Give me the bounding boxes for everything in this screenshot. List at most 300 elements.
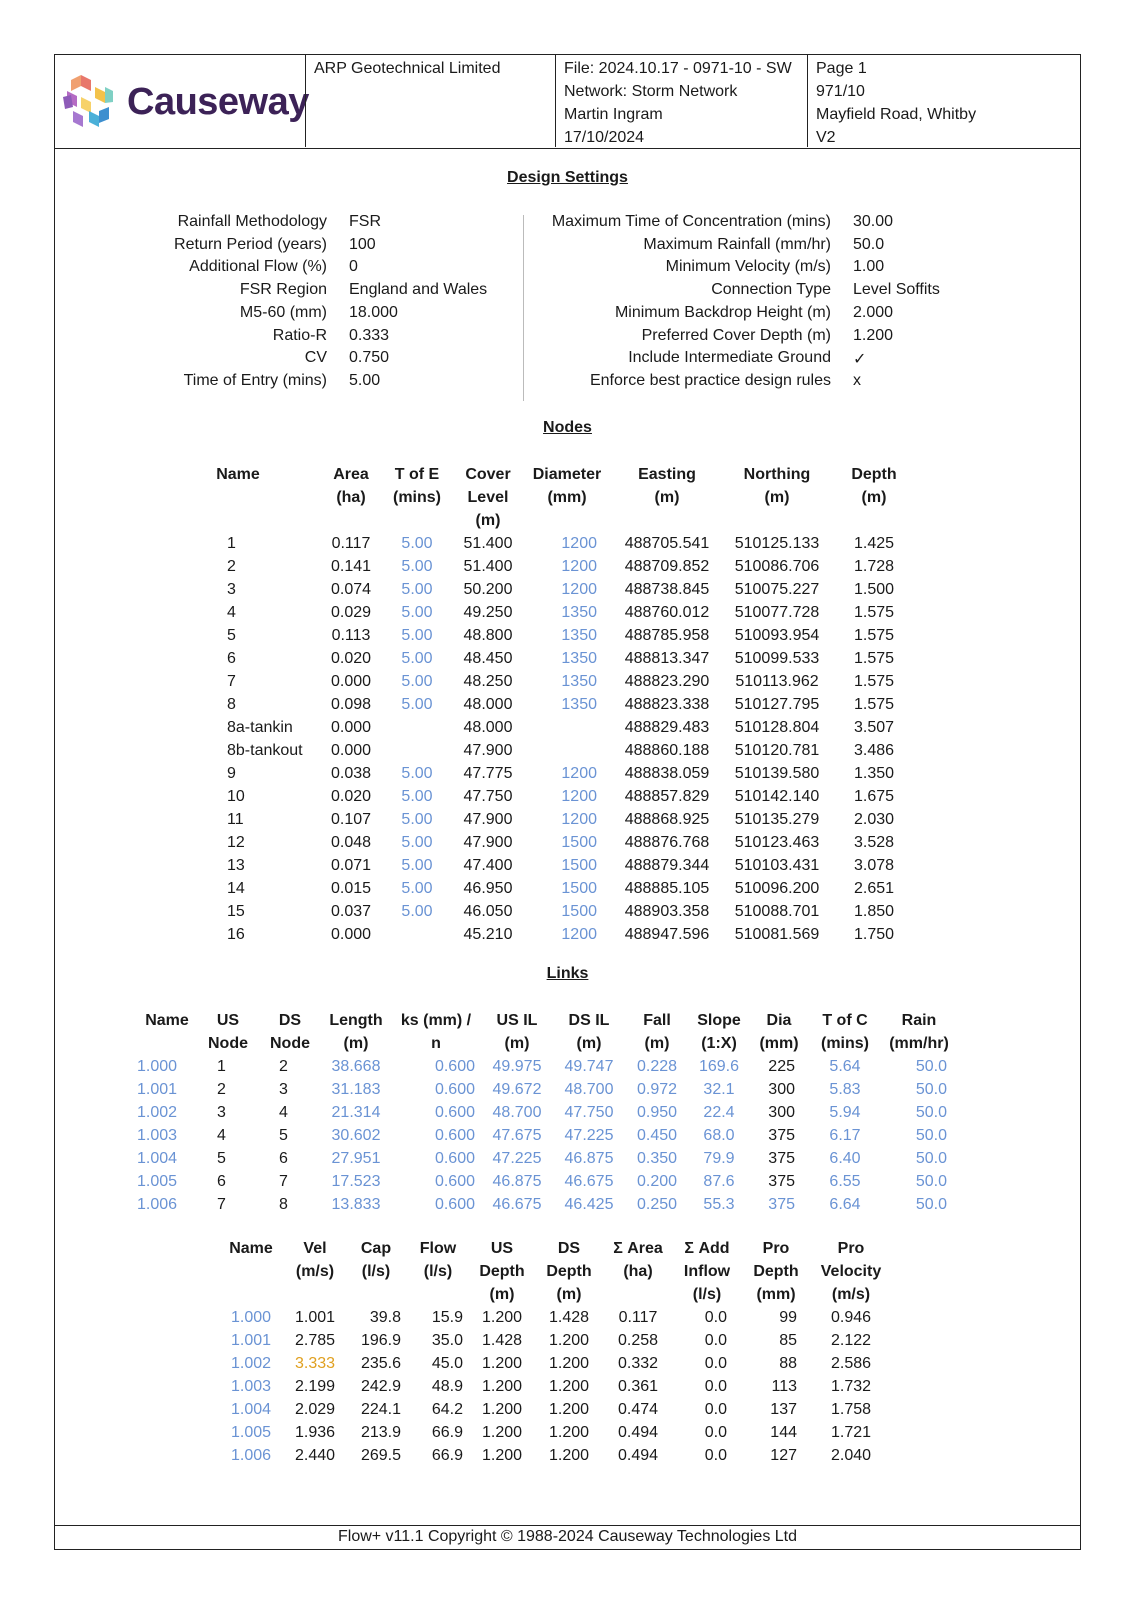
table-cell: 510096.200 <box>734 880 820 897</box>
table-cell[interactable]: 1.005 <box>230 1424 272 1441</box>
table-cell[interactable]: 0.972 <box>636 1081 678 1098</box>
table-cell[interactable]: 1.005 <box>137 1173 178 1190</box>
table-cell: 510120.781 <box>734 742 820 759</box>
table-cell: 48.9 <box>431 1378 463 1395</box>
table-cell[interactable]: 1500 <box>561 834 597 851</box>
table-row <box>155 739 917 762</box>
table-cell: 0.0 <box>704 1378 727 1395</box>
table-cell[interactable]: 1350 <box>561 604 597 621</box>
table-cell: 47.775 <box>463 765 513 782</box>
copyright-text: Flow+ v11.1 Copyright © 1988-2024 Causeway Technologies Ltd <box>337 1528 798 1545</box>
table-row <box>155 555 917 578</box>
table-cell: 1.200 <box>481 1309 523 1326</box>
table-cell[interactable]: 49.975 <box>492 1058 542 1075</box>
table-cell: 0.029 <box>330 604 372 621</box>
table-cell: 510139.580 <box>734 765 820 782</box>
table-cell[interactable]: 5.00 <box>401 673 433 690</box>
table-cell[interactable]: 0.250 <box>636 1196 678 1213</box>
table-cell: 0.258 <box>617 1332 659 1349</box>
author-name: Martin Ingram <box>564 106 663 123</box>
table-cell: 510081.569 <box>734 926 820 943</box>
table-cell: 510113.962 <box>735 673 819 690</box>
table-cell: 0.015 <box>330 880 372 897</box>
table-cell[interactable]: 48.700 <box>564 1081 614 1098</box>
table-cell[interactable]: 169.6 <box>698 1058 740 1075</box>
setting-label: Maximum Time of Concentration (mins) <box>551 213 831 230</box>
table-cell[interactable]: 21.314 <box>331 1104 381 1121</box>
table-cell[interactable]: 5.00 <box>401 650 433 667</box>
table-cell: 488813.347 <box>624 650 710 667</box>
table-cell: 7 <box>217 1196 226 1213</box>
table-cell: 127 <box>770 1447 797 1464</box>
column-header: ks (mm) / n <box>400 1012 472 1052</box>
table-cell[interactable]: 5.00 <box>401 535 433 552</box>
table-cell[interactable] <box>381 716 453 739</box>
table-cell[interactable]: 1200 <box>561 535 597 552</box>
table-cell[interactable]: 1.001 <box>230 1332 272 1349</box>
table-cell: 488823.338 <box>624 696 710 713</box>
table-cell[interactable]: 48.700 <box>492 1104 542 1121</box>
table-cell: 0.020 <box>330 788 372 805</box>
table-cell: 45.0 <box>431 1355 463 1372</box>
table-cell: 269.5 <box>360 1447 401 1464</box>
table-cell: 488860.188 <box>624 742 710 759</box>
table-row <box>155 808 917 831</box>
setting-value: 2.000 <box>853 303 894 321</box>
table-cell: 510127.795 <box>734 696 820 713</box>
table-cell: 0.000 <box>330 673 372 690</box>
table-cell: 1.200 <box>548 1332 590 1349</box>
table-row <box>217 1306 891 1329</box>
column-header: DS Node <box>270 1012 310 1052</box>
table-cell[interactable]: 46.675 <box>492 1196 542 1213</box>
table-cell: 6 <box>217 1173 226 1190</box>
table-cell: 235.6 <box>360 1355 401 1372</box>
table-cell: 0.0 <box>704 1355 727 1372</box>
table-cell[interactable]: 6.55 <box>829 1173 861 1190</box>
table-cell[interactable]: 5.00 <box>401 696 433 713</box>
nodes-table <box>155 463 917 946</box>
table-row <box>155 762 917 785</box>
setting-value: 0.750 <box>349 349 390 367</box>
setting-value: 0.333 <box>349 326 390 344</box>
table-cell: 64.2 <box>431 1401 463 1418</box>
links-title: Links <box>546 965 589 982</box>
column-header: US Node <box>208 1012 248 1052</box>
table-cell: 488903.358 <box>624 903 710 920</box>
table-cell: 510088.701 <box>734 903 820 920</box>
table-row <box>217 1444 891 1467</box>
table-cell[interactable]: 1.002 <box>137 1104 178 1121</box>
table-cell[interactable]: 1350 <box>561 673 597 690</box>
table-cell: 2 <box>279 1058 288 1075</box>
table-cell: 0.141 <box>330 558 372 575</box>
column-header: Vel (m/s) <box>295 1240 335 1280</box>
table-row <box>155 831 917 854</box>
table-cell[interactable]: 55.3 <box>703 1196 735 1213</box>
table-cell[interactable]: 5.00 <box>401 880 433 897</box>
table-row <box>155 532 917 555</box>
table-cell[interactable]: 79.9 <box>703 1150 735 1167</box>
table-cell: 3.528 <box>853 834 895 851</box>
table-cell[interactable]: 1200 <box>561 765 597 782</box>
table-cell: 12 <box>227 834 245 851</box>
table-row <box>155 900 917 923</box>
table-cell[interactable]: 1.003 <box>137 1127 178 1144</box>
table-cell: 39.8 <box>369 1309 401 1326</box>
table-row <box>155 578 917 601</box>
setting-value: 100 <box>349 235 376 253</box>
table-cell: 2 <box>217 1081 226 1098</box>
table-cell: 15.9 <box>431 1309 463 1326</box>
table-cell: 375 <box>768 1196 795 1213</box>
table-cell: 10 <box>227 788 245 805</box>
table-cell[interactable]: 5.00 <box>401 765 433 782</box>
table-cell[interactable] <box>523 716 611 739</box>
causeway-logo <box>59 73 309 133</box>
table-cell: 1.200 <box>548 1401 590 1418</box>
table-cell: 242.9 <box>360 1378 401 1395</box>
table-cell: 2.785 <box>294 1332 336 1349</box>
table-cell: 213.9 <box>360 1424 401 1441</box>
table-cell: 510125.133 <box>734 535 820 552</box>
table-cell[interactable]: 22.4 <box>703 1104 735 1121</box>
table-cell[interactable]: 46.875 <box>492 1173 542 1190</box>
table-cell: 510077.728 <box>734 604 820 621</box>
column-header: US IL (m) <box>496 1012 538 1052</box>
table-cell[interactable]: 17.523 <box>331 1173 381 1190</box>
table-row <box>217 1398 891 1421</box>
table-cell: 1.428 <box>548 1309 590 1326</box>
table-cell: 3.486 <box>853 742 895 759</box>
table-cell: 1.936 <box>294 1424 336 1441</box>
table-cell: 1.001 <box>294 1309 336 1326</box>
table-cell[interactable]: 31.183 <box>331 1081 381 1098</box>
table-cell: 4 <box>227 604 236 621</box>
table-cell[interactable] <box>523 739 611 762</box>
table-cell[interactable]: 47.750 <box>564 1104 614 1121</box>
table-cell: 1.425 <box>853 535 895 552</box>
table-row <box>155 716 917 739</box>
table-cell[interactable]: 1.006 <box>137 1196 178 1213</box>
table-cell[interactable]: 5.00 <box>401 604 433 621</box>
table-cell[interactable]: 5.00 <box>401 857 433 874</box>
table-cell: 0.000 <box>330 719 372 736</box>
table-cell[interactable]: 1500 <box>561 903 597 920</box>
table-cell: 35.0 <box>431 1332 463 1349</box>
table-row <box>137 1124 957 1147</box>
setting-value: 30.00 <box>853 213 894 230</box>
table-cell[interactable]: 1350 <box>561 627 597 644</box>
table-cell: 1.200 <box>481 1424 523 1441</box>
table-cell: 48.450 <box>463 650 513 667</box>
table-cell[interactable]: 5.64 <box>829 1058 861 1075</box>
table-cell[interactable]: 0.600 <box>434 1173 475 1190</box>
table-cell[interactable]: 0.950 <box>636 1104 678 1121</box>
table-row <box>217 1421 891 1444</box>
table-cell: 47.900 <box>463 834 513 851</box>
table-cell[interactable]: 1200 <box>561 926 597 943</box>
table-cell[interactable]: 1.003 <box>230 1378 272 1395</box>
table-cell[interactable]: 46.675 <box>564 1173 614 1190</box>
table-cell[interactable]: 38.668 <box>331 1058 381 1075</box>
table-cell: 48.000 <box>463 719 513 736</box>
column-header: Pro Depth (mm) <box>753 1240 799 1303</box>
table-cell[interactable]: 1500 <box>561 857 597 874</box>
table-cell[interactable] <box>381 923 453 946</box>
table-cell[interactable]: 6.64 <box>829 1196 861 1213</box>
table-cell: 0.0 <box>704 1401 727 1418</box>
setting-label: FSR Region <box>239 281 327 299</box>
table-cell: 85 <box>779 1332 797 1349</box>
version-label: V2 <box>816 129 836 146</box>
table-cell: 66.9 <box>431 1447 463 1464</box>
table-cell[interactable]: 1200 <box>561 581 597 598</box>
table-cell: 14 <box>227 880 245 897</box>
table-cell: 300 <box>768 1104 795 1121</box>
table-cell[interactable]: 50.0 <box>915 1173 947 1190</box>
setting-label: Time of Entry (mins) <box>183 371 327 389</box>
table-cell[interactable] <box>381 739 453 762</box>
table-cell: 88 <box>779 1355 797 1372</box>
table-cell[interactable]: 1.000 <box>230 1309 272 1326</box>
table-cell: 48.800 <box>463 627 513 644</box>
table-cell: 3 <box>217 1104 226 1121</box>
table-cell: 488857.829 <box>624 788 710 805</box>
table-cell[interactable]: 1350 <box>561 650 597 667</box>
column-header: Name <box>229 1240 273 1257</box>
table-row <box>155 854 917 877</box>
setting-value: ✓ <box>853 351 867 369</box>
setting-label: Include Intermediate Ground <box>628 349 831 367</box>
table-cell[interactable]: 0.450 <box>636 1127 678 1144</box>
column-header: Name <box>216 466 260 483</box>
table-cell: 0.071 <box>330 857 372 874</box>
table-cell: 1.500 <box>853 581 895 598</box>
setting-value: 1.200 <box>853 326 894 344</box>
table-cell: 46.950 <box>463 880 513 897</box>
table-cell[interactable]: 46.425 <box>564 1196 614 1213</box>
table-cell: 4 <box>279 1104 288 1121</box>
table-cell: 510123.463 <box>734 834 820 851</box>
table-cell[interactable]: 6.17 <box>829 1127 861 1144</box>
table-cell[interactable]: 5.00 <box>401 627 433 644</box>
table-cell[interactable]: 1350 <box>561 696 597 713</box>
table-cell[interactable]: 0.200 <box>636 1173 678 1190</box>
column-header: Dia (mm) <box>759 1012 799 1052</box>
column-header: T of E (mins) <box>393 466 441 506</box>
table-cell[interactable]: 5.00 <box>401 811 433 828</box>
table-cell[interactable]: 5.00 <box>401 788 433 805</box>
table-cell[interactable]: 5.94 <box>829 1104 861 1121</box>
table-row <box>155 670 917 693</box>
table-cell[interactable]: 47.225 <box>492 1150 542 1167</box>
setting-label: Preferred Cover Depth (m) <box>641 326 831 344</box>
table-cell: 8 <box>279 1196 288 1213</box>
table-cell[interactable]: 1200 <box>561 558 597 575</box>
table-cell[interactable]: 50.0 <box>915 1150 947 1167</box>
table-cell: 0.0 <box>704 1447 727 1464</box>
design-settings-title: Design Settings <box>507 169 628 186</box>
table-cell: 47.900 <box>463 811 513 828</box>
table-cell: 50.200 <box>463 581 513 598</box>
table-cell[interactable]: 1500 <box>561 880 597 897</box>
column-header: Depth (m) <box>851 466 897 506</box>
table-cell[interactable]: 50.0 <box>915 1196 947 1213</box>
table-cell: 510142.140 <box>734 788 820 805</box>
table-cell[interactable]: 47.225 <box>564 1127 614 1144</box>
table-cell[interactable]: 5.00 <box>401 558 433 575</box>
table-cell: 8a-tankin <box>227 719 293 736</box>
table-row <box>137 1101 957 1124</box>
table-cell[interactable]: 13.833 <box>331 1196 381 1213</box>
table-cell: 1.575 <box>853 604 895 621</box>
table-cell[interactable]: 32.1 <box>703 1081 735 1098</box>
table-cell: 0.020 <box>330 650 372 667</box>
table-cell[interactable]: 87.6 <box>703 1173 735 1190</box>
table-cell: 510135.279 <box>734 811 820 828</box>
company-cell <box>305 55 555 147</box>
table-cell: 2.651 <box>853 880 895 897</box>
table-row <box>137 1193 957 1216</box>
column-header: US Depth (m) <box>479 1240 525 1303</box>
table-cell[interactable]: 0.600 <box>434 1081 475 1098</box>
table-cell: 1.575 <box>853 696 895 713</box>
table-cell: 300 <box>768 1081 795 1098</box>
table-cell[interactable]: 49.672 <box>492 1081 542 1098</box>
table-cell[interactable]: 0.600 <box>434 1104 475 1121</box>
table-cell: 0.0 <box>704 1309 727 1326</box>
table-cell: 1.200 <box>481 1401 523 1418</box>
table-row <box>217 1352 891 1375</box>
table-row <box>155 923 917 946</box>
table-cell: 7 <box>279 1173 288 1190</box>
column-header: Northing (m) <box>743 466 811 506</box>
table-cell: 488829.483 <box>624 719 710 736</box>
column-header: DS Depth (m) <box>546 1240 592 1303</box>
table-cell[interactable]: 1.002 <box>230 1355 272 1372</box>
table-cell[interactable]: 0.350 <box>636 1150 678 1167</box>
table-cell: 0.117 <box>331 535 371 552</box>
table-cell[interactable]: 27.951 <box>331 1150 381 1167</box>
table-cell[interactable]: 1.001 <box>137 1081 178 1098</box>
table-cell[interactable]: 50.0 <box>915 1127 947 1144</box>
table-cell[interactable]: 0.600 <box>434 1150 475 1167</box>
table-cell[interactable]: 50.0 <box>915 1058 947 1075</box>
column-header: DS IL (m) <box>568 1012 610 1052</box>
table-cell: 0.113 <box>331 627 371 644</box>
table-cell[interactable]: 50.0 <box>915 1104 947 1121</box>
table-cell: 4 <box>217 1127 226 1144</box>
table-cell: 1.575 <box>853 650 895 667</box>
table-cell: 488738.845 <box>624 581 710 598</box>
table-cell[interactable]: 5.83 <box>829 1081 861 1098</box>
table-cell: 51.400 <box>463 535 513 552</box>
table-cell: 2.030 <box>853 811 895 828</box>
page-footer <box>55 1525 1080 1549</box>
links-table <box>137 1009 957 1216</box>
table-cell: 3 <box>227 581 236 598</box>
table-cell: 9 <box>227 765 236 782</box>
table-cell: 1.200 <box>548 1378 590 1395</box>
site-name: Mayfield Road, Whitby <box>816 106 977 123</box>
table-cell[interactable]: 49.747 <box>564 1058 614 1075</box>
table-cell[interactable]: 1200 <box>561 811 597 828</box>
table-row <box>137 1147 957 1170</box>
table-cell: 2.122 <box>830 1332 872 1349</box>
setting-label: Rainfall Methodology <box>177 213 327 230</box>
table-cell[interactable]: 46.875 <box>564 1150 614 1167</box>
table-cell: 0.946 <box>830 1309 872 1326</box>
table-cell[interactable]: 5.00 <box>401 903 433 920</box>
table-cell: 137 <box>770 1401 797 1418</box>
file-name: File: 2024.10.17 - 0971-10 - SW <box>564 60 792 77</box>
table-cell[interactable]: 0.600 <box>434 1196 475 1213</box>
table-cell[interactable]: 1.004 <box>230 1401 272 1418</box>
column-header: Slope (1:X) <box>697 1012 741 1052</box>
table-cell: 510093.954 <box>734 627 820 644</box>
table-cell: 224.1 <box>360 1401 401 1418</box>
table-cell[interactable]: 68.0 <box>703 1127 735 1144</box>
table-cell: 510103.431 <box>734 857 820 874</box>
column-header: Easting (m) <box>638 466 696 506</box>
table-row <box>137 1170 957 1193</box>
setting-label: Minimum Backdrop Height (m) <box>614 303 831 321</box>
table-cell[interactable]: 47.675 <box>492 1127 542 1144</box>
table-cell[interactable]: 0.600 <box>434 1127 475 1144</box>
setting-label: Minimum Velocity (m/s) <box>665 258 831 276</box>
table-cell: 196.9 <box>360 1332 401 1349</box>
setting-label: Connection Type <box>711 281 831 299</box>
setting-value: x <box>853 371 861 389</box>
table-cell: 488705.541 <box>624 535 710 552</box>
table-cell: 1.200 <box>481 1378 523 1395</box>
table-cell[interactable]: 1.000 <box>137 1058 178 1075</box>
table-cell: 1 <box>227 535 236 552</box>
table-cell: 510099.533 <box>734 650 820 667</box>
table-cell: 1.721 <box>830 1424 872 1441</box>
table-cell[interactable]: 5.00 <box>401 834 433 851</box>
table-cell: 11 <box>227 811 244 828</box>
table-cell[interactable]: 0.228 <box>636 1058 678 1075</box>
table-cell: 16 <box>227 926 245 943</box>
page-info-cell <box>807 55 1080 147</box>
table-row <box>155 601 917 624</box>
table-cell: 510128.804 <box>734 719 820 736</box>
setting-label: Ratio-R <box>272 326 327 344</box>
table-cell[interactable]: 5.00 <box>401 581 433 598</box>
table-cell: 2.440 <box>294 1447 336 1464</box>
table-cell[interactable]: 30.602 <box>331 1127 381 1144</box>
setting-value: England and Wales <box>349 281 488 299</box>
column-header: Pro Velocity (m/s) <box>820 1240 882 1303</box>
table-cell: 488947.596 <box>624 926 710 943</box>
table-cell[interactable]: 1.006 <box>230 1447 272 1464</box>
setting-label: Return Period (years) <box>174 235 327 253</box>
setting-label: Additional Flow (%) <box>189 258 327 276</box>
causeway-logo-icon <box>59 73 123 133</box>
table-cell: 488838.059 <box>624 765 710 782</box>
nodes-title: Nodes <box>543 419 592 436</box>
table-row <box>137 1055 957 1078</box>
table-cell[interactable]: 1.004 <box>137 1150 178 1167</box>
table-cell[interactable]: 50.0 <box>915 1081 947 1098</box>
table-cell[interactable]: 1200 <box>561 788 597 805</box>
table-cell: 488760.012 <box>624 604 710 621</box>
network-name: Network: Storm Network <box>564 83 738 100</box>
table-cell[interactable]: 6.40 <box>829 1150 861 1167</box>
table-cell[interactable]: 0.600 <box>434 1058 475 1075</box>
